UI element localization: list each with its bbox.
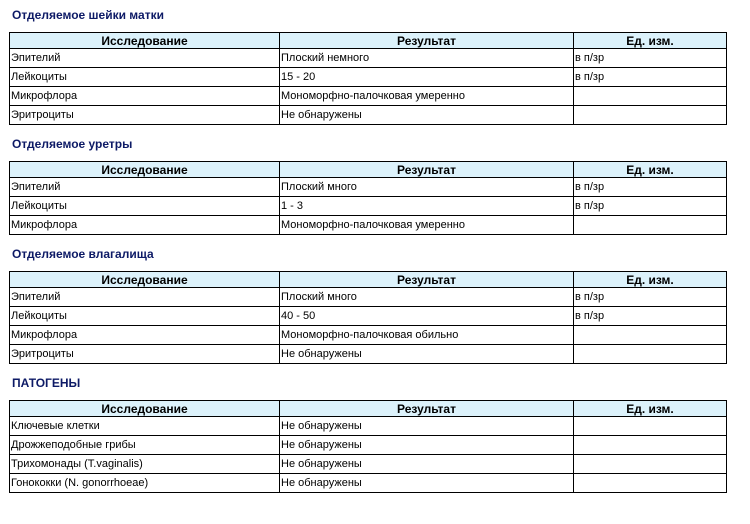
cell-unit xyxy=(574,455,727,474)
cell-study: Гонококки (N. gonorrhoeae) xyxy=(10,474,280,493)
results-table-cervix xyxy=(9,32,727,125)
header-study: Исследование xyxy=(10,401,280,417)
header-unit: Ед. изм. xyxy=(574,162,727,178)
table-row xyxy=(10,326,727,345)
section-title-pathogens: ПАТОГЕНЫ xyxy=(12,376,81,390)
table-row xyxy=(10,436,727,455)
cell-unit xyxy=(574,474,727,493)
cell-result: Мономорфно-палочковая умеренно xyxy=(280,216,574,235)
header-unit: Ед. изм. xyxy=(574,401,727,417)
results-table-vagina xyxy=(9,271,727,364)
header-result: Результат xyxy=(280,33,574,49)
table-row xyxy=(10,474,727,493)
header-result: Результат xyxy=(280,401,574,417)
cell-study: Лейкоциты xyxy=(10,68,280,87)
cell-result: Плоский много xyxy=(280,288,574,307)
header-unit: Ед. изм. xyxy=(574,33,727,49)
section-title-cervix: Отделяемое шейки матки xyxy=(12,8,164,22)
cell-result: Не обнаружены xyxy=(280,345,574,364)
table-row xyxy=(10,417,727,436)
table-row xyxy=(10,68,727,87)
cell-result: Не обнаружены xyxy=(280,474,574,493)
cell-study: Эритроциты xyxy=(10,345,280,364)
results-table-pathogens xyxy=(9,400,727,493)
cell-result: 15 - 20 xyxy=(280,68,574,87)
cell-unit: в п/зр xyxy=(574,288,727,307)
table-row xyxy=(10,197,727,216)
cell-study: Эпителий xyxy=(10,288,280,307)
table-row xyxy=(10,106,727,125)
cell-result: Не обнаружены xyxy=(280,106,574,125)
cell-result: Плоский много xyxy=(280,178,574,197)
cell-result: Не обнаружены xyxy=(280,436,574,455)
cell-result: Мономорфно-палочковая обильно xyxy=(280,326,574,345)
cell-study: Микрофлора xyxy=(10,87,280,106)
cell-result: Плоский немного xyxy=(280,49,574,68)
table-row xyxy=(10,288,727,307)
cell-unit xyxy=(574,417,727,436)
table-row xyxy=(10,345,727,364)
header-study: Исследование xyxy=(10,33,280,49)
header-study: Исследование xyxy=(10,162,280,178)
cell-study: Эпителий xyxy=(10,178,280,197)
cell-result: Не обнаружены xyxy=(280,455,574,474)
cell-study: Эпителий xyxy=(10,49,280,68)
cell-study: Лейкоциты xyxy=(10,307,280,326)
header-study: Исследование xyxy=(10,272,280,288)
header-result: Результат xyxy=(280,272,574,288)
table-header-row xyxy=(10,33,727,49)
table-row xyxy=(10,455,727,474)
cell-study: Дрожжеподобные грибы xyxy=(10,436,280,455)
cell-unit: в п/зр xyxy=(574,197,727,216)
table-row xyxy=(10,87,727,106)
section-title-urethra: Отделяемое уретры xyxy=(12,137,133,151)
header-result: Результат xyxy=(280,162,574,178)
cell-unit xyxy=(574,345,727,364)
cell-study: Ключевые клетки xyxy=(10,417,280,436)
table-row xyxy=(10,178,727,197)
cell-result: 40 - 50 xyxy=(280,307,574,326)
cell-study: Микрофлора xyxy=(10,216,280,235)
cell-unit: в п/зр xyxy=(574,49,727,68)
cell-study: Лейкоциты xyxy=(10,197,280,216)
table-header-row xyxy=(10,401,727,417)
cell-unit xyxy=(574,326,727,345)
cell-study: Трихомонады (T.vaginalis) xyxy=(10,455,280,474)
section-title-vagina: Отделяемое влагалища xyxy=(12,247,154,261)
cell-unit: в п/зр xyxy=(574,178,727,197)
table-row xyxy=(10,307,727,326)
table-row xyxy=(10,49,727,68)
cell-unit xyxy=(574,436,727,455)
cell-unit xyxy=(574,106,727,125)
header-unit: Ед. изм. xyxy=(574,272,727,288)
cell-unit xyxy=(574,87,727,106)
cell-unit: в п/зр xyxy=(574,68,727,87)
cell-unit xyxy=(574,216,727,235)
cell-result: Мономорфно-палочковая умеренно xyxy=(280,87,574,106)
cell-study: Эритроциты xyxy=(10,106,280,125)
cell-result: Не обнаружены xyxy=(280,417,574,436)
table-header-row xyxy=(10,162,727,178)
results-table-urethra xyxy=(9,161,727,235)
table-row xyxy=(10,216,727,235)
cell-unit: в п/зр xyxy=(574,307,727,326)
table-header-row xyxy=(10,272,727,288)
cell-result: 1 - 3 xyxy=(280,197,574,216)
cell-study: Микрофлора xyxy=(10,326,280,345)
